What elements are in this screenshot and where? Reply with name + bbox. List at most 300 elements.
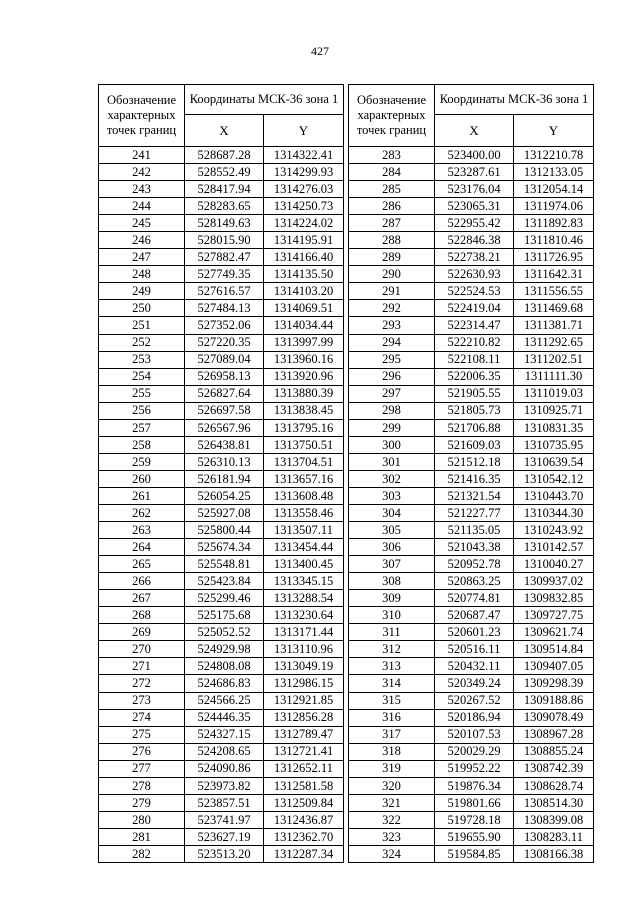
y-cell: 1311810.46 <box>514 232 594 249</box>
y-cell: 1312287.34 <box>264 845 344 862</box>
y-cell: 1312436.87 <box>264 811 344 828</box>
x-cell: 526697.58 <box>185 402 264 419</box>
x-cell: 527484.13 <box>185 300 264 317</box>
y-cell: 1312856.28 <box>264 709 344 726</box>
x-cell: 522108.11 <box>435 351 514 368</box>
x-cell: 528552.49 <box>185 164 264 181</box>
x-cell: 528149.63 <box>185 215 264 232</box>
table-row <box>99 692 344 709</box>
point-cell: 276 <box>99 743 185 760</box>
point-cell: 288 <box>349 232 435 249</box>
x-cell: 519584.85 <box>435 845 514 862</box>
x-cell: 524686.83 <box>185 675 264 692</box>
x-cell: 526310.13 <box>185 453 264 470</box>
point-cell: 307 <box>349 556 435 573</box>
y-cell: 1310925.71 <box>514 402 594 419</box>
y-cell: 1309298.39 <box>514 675 594 692</box>
point-cell: 263 <box>99 522 185 539</box>
x-cell: 523973.82 <box>185 777 264 794</box>
point-cell: 310 <box>349 607 435 624</box>
point-cell: 278 <box>99 777 185 794</box>
y-cell: 1314034.44 <box>264 317 344 334</box>
point-cell: 264 <box>99 539 185 556</box>
table-row <box>349 402 594 419</box>
table-row <box>349 436 594 453</box>
point-cell: 293 <box>349 317 435 334</box>
point-cell: 244 <box>99 198 185 215</box>
y-cell: 1311974.06 <box>514 198 594 215</box>
point-cell: 254 <box>99 368 185 385</box>
y-cell: 1314322.41 <box>264 147 344 164</box>
x-cell: 523857.51 <box>185 794 264 811</box>
y-cell: 1313171.44 <box>264 624 344 641</box>
x-cell: 521135.05 <box>435 522 514 539</box>
point-cell: 302 <box>349 470 435 487</box>
x-cell: 524446.35 <box>185 709 264 726</box>
x-cell: 522846.38 <box>435 232 514 249</box>
x-cell: 521805.73 <box>435 402 514 419</box>
y-cell: 1313960.16 <box>264 351 344 368</box>
x-cell: 520349.24 <box>435 675 514 692</box>
table-row <box>349 232 594 249</box>
table-row <box>349 147 594 164</box>
point-cell: 306 <box>349 539 435 556</box>
x-cell: 525548.81 <box>185 556 264 573</box>
y-cell: 1310735.95 <box>514 436 594 453</box>
table-row <box>99 351 344 368</box>
y-cell: 1314195.91 <box>264 232 344 249</box>
y-cell: 1313838.45 <box>264 402 344 419</box>
point-cell: 262 <box>99 504 185 521</box>
table-row <box>349 334 594 351</box>
table-row <box>349 539 594 556</box>
table-row <box>349 573 594 590</box>
x-cell: 525052.52 <box>185 624 264 641</box>
table-row <box>99 675 344 692</box>
point-cell: 252 <box>99 334 185 351</box>
point-cell: 294 <box>349 334 435 351</box>
point-cell: 267 <box>99 590 185 607</box>
y-cell: 1311892.83 <box>514 215 594 232</box>
table-row <box>99 419 344 436</box>
table-row <box>99 147 344 164</box>
table-row <box>99 317 344 334</box>
table-row <box>349 419 594 436</box>
header-coords-label: Координаты МСК-36 зона 1 <box>185 85 344 115</box>
x-cell: 527749.35 <box>185 266 264 283</box>
y-cell: 1313558.46 <box>264 504 344 521</box>
x-cell: 521043.38 <box>435 539 514 556</box>
x-cell: 524090.86 <box>185 760 264 777</box>
table-row <box>99 845 344 862</box>
point-cell: 317 <box>349 726 435 743</box>
point-cell: 313 <box>349 658 435 675</box>
y-cell: 1312054.14 <box>514 181 594 198</box>
point-cell: 283 <box>349 147 435 164</box>
y-cell: 1310542.12 <box>514 470 594 487</box>
point-cell: 247 <box>99 249 185 266</box>
x-cell: 523627.19 <box>185 828 264 845</box>
x-cell: 526958.13 <box>185 368 264 385</box>
table-row <box>99 249 344 266</box>
x-cell: 522955.42 <box>435 215 514 232</box>
point-cell: 241 <box>99 147 185 164</box>
y-cell: 1308166.38 <box>514 845 594 862</box>
x-cell: 524327.15 <box>185 726 264 743</box>
y-cell: 1313110.96 <box>264 641 344 658</box>
table-row <box>99 573 344 590</box>
y-cell: 1313288.54 <box>264 590 344 607</box>
x-cell: 522314.47 <box>435 317 514 334</box>
y-cell: 1310040.27 <box>514 556 594 573</box>
x-cell: 528417.94 <box>185 181 264 198</box>
y-cell: 1313657.16 <box>264 470 344 487</box>
x-cell: 520601.23 <box>435 624 514 641</box>
y-cell: 1311642.31 <box>514 266 594 283</box>
x-cell: 524808.08 <box>185 658 264 675</box>
x-cell: 520029.29 <box>435 743 514 760</box>
table-row <box>349 266 594 283</box>
coordinates-table-left <box>98 84 344 863</box>
y-cell: 1310344.30 <box>514 504 594 521</box>
point-cell: 256 <box>99 402 185 419</box>
x-cell: 525299.46 <box>185 590 264 607</box>
y-cell: 1314250.73 <box>264 198 344 215</box>
table-row <box>99 470 344 487</box>
y-cell: 1311292.65 <box>514 334 594 351</box>
y-cell: 1314299.93 <box>264 164 344 181</box>
y-cell: 1310243.92 <box>514 522 594 539</box>
table-row <box>349 641 594 658</box>
y-cell: 1309188.86 <box>514 692 594 709</box>
x-cell: 520952.78 <box>435 556 514 573</box>
header-coords-label: Координаты МСК-36 зона 1 <box>435 85 594 115</box>
point-cell: 300 <box>349 436 435 453</box>
x-cell: 526054.25 <box>185 487 264 504</box>
x-cell: 527089.04 <box>185 351 264 368</box>
table-row <box>349 590 594 607</box>
y-cell: 1309727.75 <box>514 607 594 624</box>
table-row <box>349 181 594 198</box>
point-cell: 268 <box>99 607 185 624</box>
table-row <box>99 453 344 470</box>
x-cell: 526827.64 <box>185 385 264 402</box>
y-cell: 1309937.02 <box>514 573 594 590</box>
point-cell: 291 <box>349 283 435 300</box>
table-row <box>99 760 344 777</box>
y-cell: 1308399.08 <box>514 811 594 828</box>
x-cell: 523513.20 <box>185 845 264 862</box>
x-cell: 527882.47 <box>185 249 264 266</box>
point-cell: 242 <box>99 164 185 181</box>
table-row <box>99 828 344 845</box>
x-cell: 528015.90 <box>185 232 264 249</box>
table-row <box>349 453 594 470</box>
x-cell: 522738.21 <box>435 249 514 266</box>
table-row <box>99 368 344 385</box>
point-cell: 255 <box>99 385 185 402</box>
table-row <box>349 828 594 845</box>
table-row <box>349 658 594 675</box>
table-row <box>99 641 344 658</box>
table-row <box>349 811 594 828</box>
point-cell: 304 <box>349 504 435 521</box>
point-cell: 314 <box>349 675 435 692</box>
x-cell: 523400.00 <box>435 147 514 164</box>
x-cell: 526181.94 <box>185 470 264 487</box>
point-cell: 320 <box>349 777 435 794</box>
point-cell: 275 <box>99 726 185 743</box>
table-row <box>349 249 594 266</box>
table-row <box>349 845 594 862</box>
table-row <box>99 624 344 641</box>
header-point-label: Обозначение характерных точек границ <box>99 85 185 147</box>
y-cell: 1313880.39 <box>264 385 344 402</box>
x-cell: 524208.65 <box>185 743 264 760</box>
y-cell: 1313507.11 <box>264 522 344 539</box>
table-body-left <box>99 147 344 863</box>
table-row <box>99 232 344 249</box>
point-cell: 296 <box>349 368 435 385</box>
point-cell: 308 <box>349 573 435 590</box>
point-cell: 322 <box>349 811 435 828</box>
x-cell: 521905.55 <box>435 385 514 402</box>
point-cell: 318 <box>349 743 435 760</box>
y-cell: 1312509.84 <box>264 794 344 811</box>
table-row <box>99 385 344 402</box>
x-cell: 523176.04 <box>435 181 514 198</box>
y-cell: 1311556.55 <box>514 283 594 300</box>
table-row <box>349 504 594 521</box>
header-y: Y <box>514 115 594 147</box>
x-cell: 523065.31 <box>435 198 514 215</box>
x-cell: 520267.52 <box>435 692 514 709</box>
point-cell: 253 <box>99 351 185 368</box>
y-cell: 1312210.78 <box>514 147 594 164</box>
table-row <box>349 522 594 539</box>
y-cell: 1313997.99 <box>264 334 344 351</box>
point-cell: 260 <box>99 470 185 487</box>
point-cell: 251 <box>99 317 185 334</box>
table-row <box>349 215 594 232</box>
x-cell: 522524.53 <box>435 283 514 300</box>
x-cell: 523287.61 <box>435 164 514 181</box>
point-cell: 323 <box>349 828 435 845</box>
table-row <box>349 675 594 692</box>
table-row <box>349 385 594 402</box>
x-cell: 524566.25 <box>185 692 264 709</box>
point-cell: 297 <box>349 385 435 402</box>
table-row <box>99 215 344 232</box>
x-cell: 521706.88 <box>435 419 514 436</box>
point-cell: 258 <box>99 436 185 453</box>
table-row <box>349 164 594 181</box>
table-body-right <box>349 147 594 863</box>
point-cell: 270 <box>99 641 185 658</box>
point-cell: 265 <box>99 556 185 573</box>
x-cell: 520863.25 <box>435 573 514 590</box>
x-cell: 521321.54 <box>435 487 514 504</box>
point-cell: 280 <box>99 811 185 828</box>
table-row <box>349 283 594 300</box>
y-cell: 1311381.71 <box>514 317 594 334</box>
table-row <box>349 607 594 624</box>
y-cell: 1312133.05 <box>514 164 594 181</box>
table-row <box>349 624 594 641</box>
table-row <box>349 300 594 317</box>
y-cell: 1308283.11 <box>514 828 594 845</box>
x-cell: 521416.35 <box>435 470 514 487</box>
point-cell: 286 <box>349 198 435 215</box>
point-cell: 248 <box>99 266 185 283</box>
x-cell: 520432.11 <box>435 658 514 675</box>
table-row <box>99 726 344 743</box>
x-cell: 525674.34 <box>185 539 264 556</box>
x-cell: 525927.08 <box>185 504 264 521</box>
y-cell: 1312581.58 <box>264 777 344 794</box>
y-cell: 1313704.51 <box>264 453 344 470</box>
point-cell: 292 <box>349 300 435 317</box>
y-cell: 1312921.85 <box>264 692 344 709</box>
y-cell: 1308855.24 <box>514 743 594 760</box>
y-cell: 1312789.47 <box>264 726 344 743</box>
table-row <box>99 198 344 215</box>
y-cell: 1313400.45 <box>264 556 344 573</box>
point-cell: 305 <box>349 522 435 539</box>
y-cell: 1313608.48 <box>264 487 344 504</box>
x-cell: 527352.06 <box>185 317 264 334</box>
point-cell: 301 <box>349 453 435 470</box>
y-cell: 1312652.11 <box>264 760 344 777</box>
y-cell: 1313454.44 <box>264 539 344 556</box>
x-cell: 519801.66 <box>435 794 514 811</box>
point-cell: 319 <box>349 760 435 777</box>
y-cell: 1309407.05 <box>514 658 594 675</box>
y-cell: 1308514.30 <box>514 794 594 811</box>
table-row <box>99 334 344 351</box>
point-cell: 269 <box>99 624 185 641</box>
x-cell: 519876.34 <box>435 777 514 794</box>
x-cell: 521512.18 <box>435 453 514 470</box>
table-row <box>349 317 594 334</box>
point-cell: 274 <box>99 709 185 726</box>
header-point-label: Обозначение характерных точек границ <box>349 85 435 147</box>
table-row <box>349 743 594 760</box>
point-cell: 259 <box>99 453 185 470</box>
x-cell: 520516.11 <box>435 641 514 658</box>
point-cell: 312 <box>349 641 435 658</box>
y-cell: 1309621.74 <box>514 624 594 641</box>
point-cell: 266 <box>99 573 185 590</box>
point-cell: 324 <box>349 845 435 862</box>
point-cell: 250 <box>99 300 185 317</box>
point-cell: 273 <box>99 692 185 709</box>
point-cell: 289 <box>349 249 435 266</box>
y-cell: 1314166.40 <box>264 249 344 266</box>
y-cell: 1312362.70 <box>264 828 344 845</box>
y-cell: 1309078.49 <box>514 709 594 726</box>
point-cell: 249 <box>99 283 185 300</box>
y-cell: 1312721.41 <box>264 743 344 760</box>
point-cell: 279 <box>99 794 185 811</box>
page-number: 427 <box>311 44 329 58</box>
point-cell: 287 <box>349 215 435 232</box>
point-cell: 311 <box>349 624 435 641</box>
point-cell: 243 <box>99 181 185 198</box>
y-cell: 1314103.20 <box>264 283 344 300</box>
y-cell: 1313049.19 <box>264 658 344 675</box>
x-cell: 528687.28 <box>185 147 264 164</box>
table-row <box>349 760 594 777</box>
coordinates-table-right <box>348 84 594 863</box>
table-row <box>99 607 344 624</box>
table-row <box>349 794 594 811</box>
table-row <box>349 726 594 743</box>
x-cell: 522630.93 <box>435 266 514 283</box>
x-cell: 520687.47 <box>435 607 514 624</box>
table-row <box>99 794 344 811</box>
y-cell: 1311019.03 <box>514 385 594 402</box>
table-row <box>349 351 594 368</box>
x-cell: 522210.82 <box>435 334 514 351</box>
y-cell: 1310443.70 <box>514 487 594 504</box>
table-row <box>349 198 594 215</box>
point-cell: 309 <box>349 590 435 607</box>
y-cell: 1313230.64 <box>264 607 344 624</box>
table-row <box>99 590 344 607</box>
point-cell: 315 <box>349 692 435 709</box>
point-cell: 272 <box>99 675 185 692</box>
table-row <box>99 743 344 760</box>
x-cell: 527616.57 <box>185 283 264 300</box>
x-cell: 526567.96 <box>185 419 264 436</box>
x-cell: 519728.18 <box>435 811 514 828</box>
y-cell: 1310831.35 <box>514 419 594 436</box>
table-row <box>349 692 594 709</box>
x-cell: 521609.03 <box>435 436 514 453</box>
table-row <box>99 402 344 419</box>
point-cell: 282 <box>99 845 185 862</box>
point-cell: 299 <box>349 419 435 436</box>
y-cell: 1308628.74 <box>514 777 594 794</box>
y-cell: 1312986.15 <box>264 675 344 692</box>
y-cell: 1313920.96 <box>264 368 344 385</box>
y-cell: 1309514.84 <box>514 641 594 658</box>
table-row <box>99 436 344 453</box>
y-cell: 1314135.50 <box>264 266 344 283</box>
point-cell: 245 <box>99 215 185 232</box>
point-cell: 295 <box>349 351 435 368</box>
x-cell: 519655.90 <box>435 828 514 845</box>
point-cell: 271 <box>99 658 185 675</box>
x-cell: 520186.94 <box>435 709 514 726</box>
table-row <box>99 181 344 198</box>
point-cell: 277 <box>99 760 185 777</box>
table-row <box>349 487 594 504</box>
y-cell: 1313345.15 <box>264 573 344 590</box>
table-row <box>349 470 594 487</box>
y-cell: 1311469.68 <box>514 300 594 317</box>
x-cell: 523741.97 <box>185 811 264 828</box>
y-cell: 1311111.30 <box>514 368 594 385</box>
y-cell: 1309832.85 <box>514 590 594 607</box>
x-cell: 520774.81 <box>435 590 514 607</box>
y-cell: 1308742.39 <box>514 760 594 777</box>
y-cell: 1314276.03 <box>264 181 344 198</box>
y-cell: 1308967.28 <box>514 726 594 743</box>
header-x: X <box>435 115 514 147</box>
header-x: X <box>185 115 264 147</box>
